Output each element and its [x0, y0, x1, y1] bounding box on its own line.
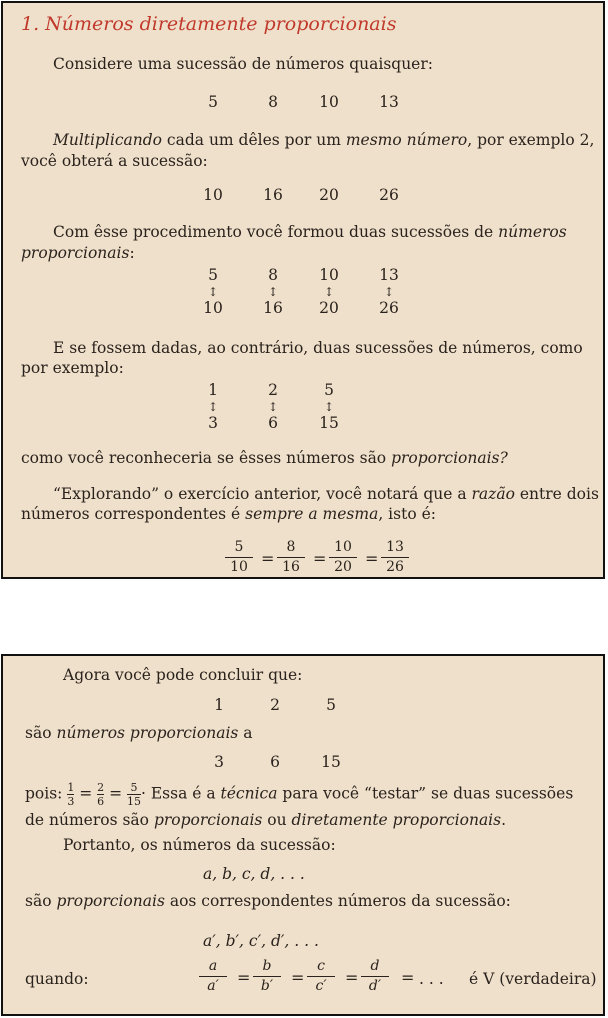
pair-bottom-value: 10 [203, 299, 223, 317]
sequence-value: 10 [203, 186, 223, 204]
correspondence-arrow-icon: ↕ [323, 285, 335, 299]
therefore-paragraph: Portanto, os números da sucessão: [63, 836, 336, 854]
question-paragraph: como você reconheceria se êsses números são proporcionais? [21, 449, 508, 467]
pair-bottom-value: 16 [263, 299, 283, 317]
test-fraction: $\frac{1}{3}$ [67, 781, 75, 808]
pair-top-value: 1 [208, 381, 218, 399]
pair-top-value: 5 [324, 381, 334, 399]
sequence-value: 16 [263, 186, 283, 204]
pair-bottom-value: 26 [379, 299, 399, 317]
pair-bottom-value: 15 [319, 414, 339, 432]
when-label: quando: [25, 970, 89, 988]
intro-paragraph: Considere uma sucessão de números quaisquer: [53, 55, 433, 73]
equals-sign: = [313, 549, 327, 568]
ellipsis: . . . [419, 970, 444, 988]
equals-sign: = [401, 968, 415, 987]
ratio-fraction: 13 26 [377, 539, 413, 576]
sequence-value: 10 [319, 93, 339, 111]
sequence-value: 3 [214, 753, 224, 771]
general-fraction: d d′ [357, 958, 393, 995]
pair-top-value: 13 [379, 266, 399, 284]
correspondence-arrow-icon: ↕ [207, 285, 219, 299]
sequence-value: 8 [268, 93, 278, 111]
multiply-paragraph-line1: Multiplicando cada um dêles por um mesmo número, por exemplo 2, [53, 131, 595, 149]
sequence-value: 1 [214, 696, 224, 714]
correspondence-arrow-icon: ↕ [267, 285, 279, 299]
equals-sign: = [345, 968, 359, 987]
contrary-paragraph-line2: por exemplo: [21, 359, 124, 377]
equals-sign: = [365, 549, 379, 568]
correspondence-arrow-icon: ↕ [207, 400, 219, 414]
ratio-fraction: 5 10 [221, 539, 257, 576]
general-fraction: a a′ [195, 958, 231, 995]
ratio-fraction: 10 20 [325, 539, 361, 576]
primed-letter-sequence: a′, b′, c′, d′, . . . [203, 932, 319, 950]
sequence-value: 20 [319, 186, 339, 204]
section-title: 1. Números diretamente proporcionais [21, 13, 397, 35]
correspondence-statement: são proporcionais aos correspondentes números da sucessão: [25, 892, 511, 910]
conclusion-intro: Agora você pode concluir que: [63, 666, 303, 684]
top-textbook-panel [1, 1, 605, 579]
exploring-paragraph-line2: números correspondentes é sempre a mesma, isto é: [21, 505, 436, 523]
pair-top-value: 8 [268, 266, 278, 284]
multiply-paragraph-line2: você obterá a sucessão: [21, 152, 208, 170]
pair-bottom-value: 6 [268, 414, 278, 432]
proportional-statement: são números proporcionais a [25, 724, 253, 742]
pair-top-value: 2 [268, 381, 278, 399]
general-fraction: c c′ [303, 958, 339, 995]
correspondence-arrow-icon: ↕ [267, 400, 279, 414]
sequence-value: 15 [321, 753, 341, 771]
test-technique-line1: pois: $\frac{1}{3}$ = $\frac{2}{6}$ = $\frac{5}{15}$ · Essa é a técnica para você “testar” se duas sucessões [25, 781, 574, 808]
test-technique-line2: de números são proporcionais ou diretamente proporcionais. [25, 811, 507, 829]
sequence-value: 5 [326, 696, 336, 714]
correspondence-arrow-icon: ↕ [383, 285, 395, 299]
pair-bottom-value: 20 [319, 299, 339, 317]
sequence-value: 5 [208, 93, 218, 111]
exploring-paragraph-line1: “Explorando” o exercício anterior, você notará que a razão entre dois [53, 485, 599, 503]
letter-sequence: a, b, c, d, . . . [203, 865, 305, 883]
equals-sign: = [291, 968, 305, 987]
sequence-value: 6 [270, 753, 280, 771]
truth-result: é V (verdadeira) [469, 970, 597, 988]
general-fraction: b b′ [249, 958, 285, 995]
procedure-paragraph-line1: Com êsse procedimento você formou duas sucessões de números [53, 223, 567, 241]
procedure-paragraph-line2: proporcionais: [21, 244, 135, 262]
pair-top-value: 5 [208, 266, 218, 284]
correspondence-arrow-icon: ↕ [323, 400, 335, 414]
sequence-value: 13 [379, 93, 399, 111]
pair-bottom-value: 3 [208, 414, 218, 432]
test-fraction: $\frac{2}{6}$ [97, 781, 105, 808]
ratio-fraction: 8 16 [273, 539, 309, 576]
equals-sign: = [237, 968, 251, 987]
contrary-paragraph-line1: E se fossem dadas, ao contrário, duas sucessões de números, como [53, 339, 583, 357]
test-fraction: $\frac{5}{15}$ [127, 781, 142, 808]
pair-top-value: 10 [319, 266, 339, 284]
bottom-textbook-panel [1, 654, 605, 1016]
sequence-value: 2 [270, 696, 280, 714]
sequence-value: 26 [379, 186, 399, 204]
equals-sign: = [261, 549, 275, 568]
